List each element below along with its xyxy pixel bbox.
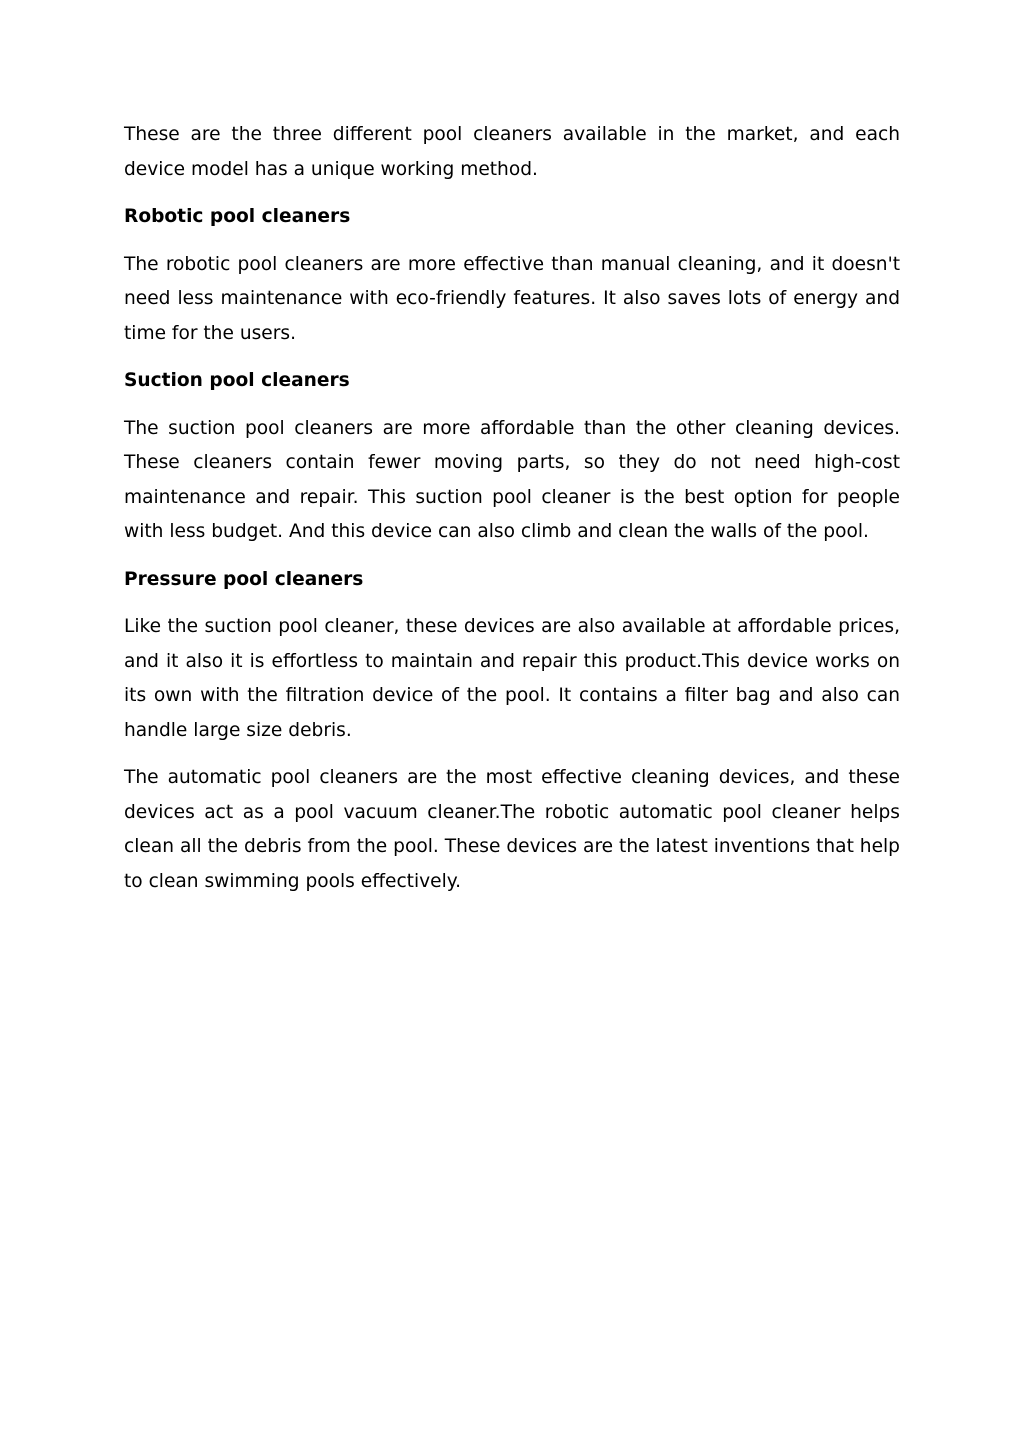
conclusion-paragraph: The automatic pool cleaners are the most effective cleaning devices, and these devices act as a pool vacuum cleaner.The robotic automatic pool cleaner helps clean all the debris from the pool. These devices are the latest inventions that help to clean swimming pools effectively. — [124, 767, 900, 892]
intro-paragraph: These are the three different pool cleaners available in the market, and each device model has a unique working method. — [124, 124, 900, 180]
robotic-heading: Robotic pool cleaners — [124, 206, 351, 227]
suction-paragraph: The suction pool cleaners are more affordable than the other cleaning devices. These cleaners contain fewer moving parts, so they do not need high-cost maintenance and repair. This suction pool cleaner is the best option for people with less budget. And this device can also climb and clean the walls of the pool. — [124, 417, 900, 542]
robotic-paragraph: The robotic pool cleaners are more effective than manual cleaning, and it doesn't need less maintenance with eco-friendly features. It also saves lots of energy and time for the users. — [124, 253, 900, 344]
suction-heading: Suction pool cleaners — [124, 370, 350, 391]
document-page — [124, 118, 900, 912]
pressure-heading: Pressure pool cleaners — [124, 568, 364, 590]
pressure-paragraph: Like the suction pool cleaner, these devices are also available at affordable prices, and it also it is effortless to maintain and repair this product.This device works on its own with the filtration device of the pool. It contains a filter bag and also can handle large size debris. — [124, 616, 900, 741]
